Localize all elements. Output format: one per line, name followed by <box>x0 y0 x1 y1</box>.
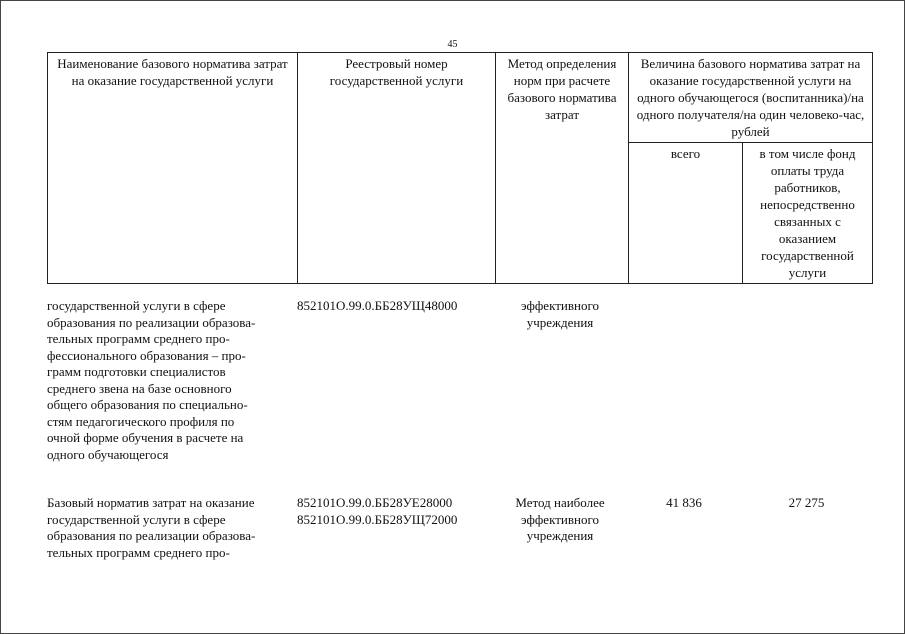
header-col-registry: Реестровый номер государственной услуги <box>298 53 496 284</box>
row2-name-line: государственной услуги в сфере <box>47 511 226 527</box>
row1-registry: 852101О.99.0.ББ28УЩ48000 <box>297 298 458 313</box>
page-number: 45 <box>447 39 458 50</box>
row1-name <box>47 298 291 463</box>
header-sub-wage: в том числе фонд оплаты труда работников, непосредственно связанных с оказанием государственной услуги <box>743 143 873 284</box>
header-col-value: Величина базового норматива затрат на оказание государственной услуги на одного обучающегося (воспитанника)/на одного получателя/на один человеко-час, рублей <box>629 53 873 143</box>
row1-name-line: грамм подготовки специалистов <box>47 364 226 379</box>
header-sub-total: всего <box>629 143 743 284</box>
row1-name-line: общего образования по специально- <box>47 397 248 412</box>
row2-total: 41 836 <box>666 495 702 510</box>
row1-method: эффективного учреждения <box>521 298 599 330</box>
header-col-name: Наименование базового норматива затрат на оказание государственной услуги <box>48 53 298 284</box>
row2-wage: 27 275 <box>788 495 825 510</box>
header-col-method: Метод определения норм при расчете базового норматива затрат <box>496 53 629 284</box>
row1-name-line: одного обучающегося <box>47 446 169 462</box>
row2-name <box>47 495 291 561</box>
row1-name-line: тельных программ среднего про- <box>47 331 230 346</box>
row1-name-line: фессионального образования – про- <box>47 347 246 363</box>
row2-registry-1: 852101О.99.0.ББ28УЕ28000 <box>297 495 453 510</box>
row2-name-line: Базовый норматив затрат на оказание <box>47 495 255 510</box>
row2-name-line: образования по реализации образова- <box>47 528 256 543</box>
row1-name-line: государственной услуги в сфере <box>47 298 226 313</box>
row2-method: Метод наиболее эффективного учреждения <box>515 495 605 543</box>
row1-name-line: среднего звена на базе основного <box>47 380 232 396</box>
row2-name-line: тельных программ среднего про- <box>47 544 230 560</box>
row2-registry <box>297 495 497 528</box>
header-table <box>47 52 873 284</box>
row1-name-line: образования по реализации образова- <box>47 314 256 330</box>
row2-registry-2: 852101О.99.0.ББ28УЩ72000 <box>297 511 458 527</box>
row1-name-line: очной форме обучения в расчете на <box>47 430 244 445</box>
row1-name-line: стям педагогического профиля по <box>47 413 235 429</box>
